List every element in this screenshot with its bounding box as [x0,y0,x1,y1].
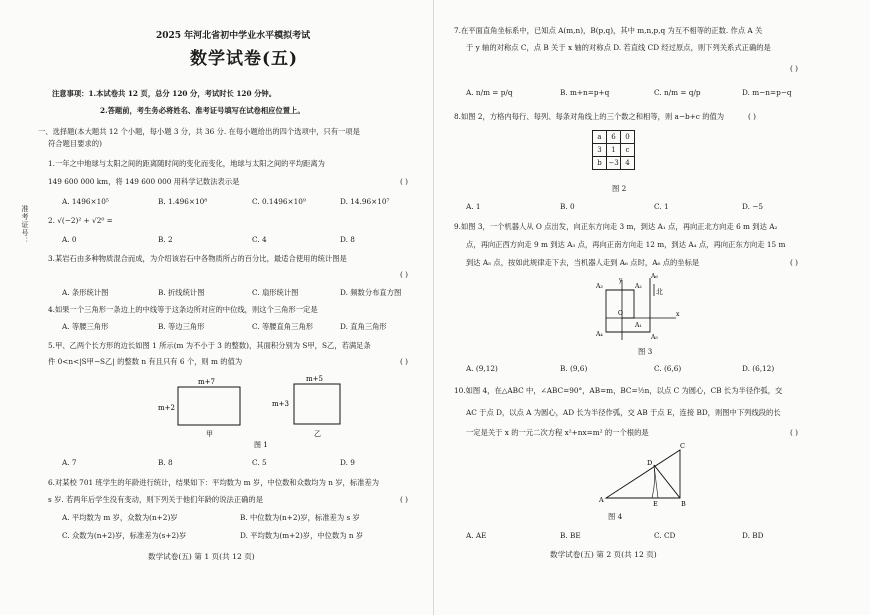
grid-cell: 6 [607,131,621,144]
q9-option-b: B. (9,6) [560,364,588,373]
point-a2-label: A₂ [635,283,642,290]
grid-cell: −3 [607,157,621,170]
q4-option-d: D. 直角三角形 [340,322,387,331]
q8-option-b: B. 0 [560,202,575,211]
q7-option-a: A. n/m = p/q [466,88,513,97]
q1-line-2: 149 600 000 km，将 149 600 000 用科学记数法表示是 [48,177,240,186]
q9-option-a: A. (9,12) [466,364,498,373]
figure-1 [144,372,364,450]
q1-option-c: C. 0.1496×10⁹ [252,197,306,206]
q9-option-c: C. (6,6) [654,364,682,373]
q1-option-b: B. 1.496×10⁸ [158,197,208,206]
q6-option-d: D. 平均数为(m+2)岁，中位数为 n 岁 [240,531,364,540]
q5-option-c: C. 5 [252,458,267,467]
point-a1-label: A₁ [635,322,642,329]
q2-option-d: D. 8 [340,235,355,244]
figure-2-caption: 图 2 [612,184,627,193]
q2-line: 2. √(−2)² + √2⁰ = [48,216,113,225]
magic-square-grid [592,130,635,170]
candidate-number-label: 准考证号： [21,205,29,245]
q7-option-b: B. m+n=p+q [560,88,610,97]
q1-option-d: D. 14.96×10⁷ [340,197,390,206]
q5-option-a: A. 7 [62,458,77,467]
figure-3-caption: 图 3 [638,347,653,356]
q5-line-1: 5.甲、乙两个长方形的边长如图 1 所示(m 为不小于 3 的整数)，其面积分别为 S甲，S乙，若满足条 [48,341,371,350]
point-a-label: A [599,496,604,504]
q10-option-b: B. BE [560,531,581,540]
north-label: 北 [656,288,663,296]
q1-answer-paren: ( ) [400,177,409,186]
q9-line-1: 9.如图 3，一个机器人从 O 点出发，向正东方向走 3 m，到达 A₁ 点，再向正北方向走 6 m 到达 A₂ [454,222,778,231]
grid-row [593,144,635,157]
q4-line: 4.如果一个三角形一条边上的中线等于这条边所对应的中位线，则这个三角形一定是 [48,305,318,314]
rect-yi [294,384,340,424]
q10-line-2: AC 于点 D，以点 A 为圆心，AD 长为半径作弧，交 AB 于点 E，连接 BD，则图中下列线段的长 [466,408,781,417]
q10-option-d: D. BD [742,531,764,540]
rect-jia [178,387,240,425]
y-axis-label: y [619,277,623,284]
grid-row [593,131,635,144]
q7-line-1: 7.在平面直角坐标系中，已知点 A(m,n)，B(p,q)，其中 m,n,p,q 为互不相等的正数. 作点 A 关 [454,26,763,35]
q10-line-1: 10.如图 4，在△ABC 中，∠ABC=90°，AB=m，BC=½n，以点 C 为圆心，CB 长为半径作弧，交 [454,386,783,395]
point-a5-label: A₅ [651,334,658,341]
q5-answer-paren: ( ) [400,357,409,366]
q6-option-c: C. 众数为(n+2)岁，标准差为(s+2)岁 [62,531,187,540]
rect-yi-side-label: m+3 [272,400,289,408]
q2-option-c: C. 4 [252,235,267,244]
q2-option-a: A. 0 [62,235,77,244]
q10-answer-paren: ( ) [790,428,799,437]
notes-line-2: 2.答题前，考生务必将姓名、准考证号填写在试卷相应位置上。 [100,106,305,115]
page-1-footer: 数学试卷(五) 第 1 页(共 12 页) [148,552,255,561]
q3-option-d: D. 频数分布直方图 [340,288,402,297]
notes-line-1: 注意事项：1.本试卷共 12 页，总分 120 分，考试时长 120 分钟。 [52,89,277,98]
q7-answer-paren: ( ) [790,64,799,73]
rect-yi-name: 乙 [314,430,321,438]
q5-line-2: 件 0<n<|S甲−S乙| 的整数 n 有且只有 6 个，则 m 的值为 [48,357,243,366]
q4-option-c: C. 等腰直角三角形 [252,322,314,331]
grid-cell: 3 [593,144,607,157]
figure-4 [596,440,706,510]
q9-answer-paren: ( ) [790,258,799,267]
rect-jia-top-label: m+7 [198,378,215,386]
q6-option-a: A. 平均数为 m 岁，众数为(n+2)岁 [62,513,178,522]
q8-answer-paren: ( ) [748,112,757,121]
q2-option-b: B. 2 [158,235,173,244]
rect-jia-side-label: m+2 [158,404,175,412]
q4-option-a: A. 等腰三角形 [62,322,109,331]
grid-cell: a [593,131,607,144]
origin-label: O [618,310,623,317]
rect-yi-top-label: m+5 [306,375,323,383]
q5-option-b: B. 8 [158,458,173,467]
q8-option-a: A. 1 [466,202,481,211]
grid-row [593,157,635,170]
q10-option-a: A. AE [466,531,487,540]
point-a3-label: A₃ [596,283,603,290]
q3-answer-paren: ( ) [400,270,409,279]
figure-1-caption: 图 1 [254,441,268,449]
q6-answer-paren: ( ) [400,495,409,504]
grid-cell: c [621,144,635,157]
q6-line-2: s 岁. 若两年后学生没有变动，则下列关于他们年龄的说法正确的是 [48,495,264,504]
paper-title: 数学试卷(五) [190,49,299,69]
point-d-label: D [647,459,653,467]
q8-option-c: C. 1 [654,202,669,211]
q5-option-d: D. 9 [340,458,355,467]
exam-title: 2025 年河北省初中学业水平模拟考试 [156,31,311,41]
section-heading-2: 符合题目要求的) [48,139,102,148]
rect-jia-name: 甲 [206,430,213,438]
q8-option-d: D. −5 [742,202,763,211]
q1-option-a: A. 1496×10⁵ [62,197,109,206]
page-divider [433,0,434,615]
q6-option-b: B. 中位数为(n+2)岁，标准差为 s 岁 [240,513,360,522]
page-2-footer: 数学试卷(五) 第 2 页(共 12 页) [550,550,657,559]
grid-cell: 4 [621,157,635,170]
q9-line-2: 点，再向正西方向走 9 m 到达 A₃ 点，再向正南方向走 12 m，到达 A₄ 点，再向正东方向走 15 m [466,240,786,249]
grid-cell: b [593,157,607,170]
q9-line-3: 到达 A₅ 点，按如此规律走下去，当机器人走到 A₆ 点时，A₆ 点的坐标是 [466,258,700,267]
point-c-label: C [680,442,685,450]
point-e-label: E [653,500,658,508]
section-heading-1: 一、选择题(本大题共 12 个小题，每小题 3 分，共 36 分. 在每小题给出的四个选项中，只有一项是 [38,127,360,136]
q10-option-c: C. CD [654,531,676,540]
grid-cell: 0 [621,131,635,144]
q10-line-3: 一定是关于 x 的一元二次方程 x²+nx=m² 的一个根的是 [466,428,649,437]
q9-option-d: D. (6,12) [742,364,775,373]
q6-line-1: 6.对某校 701 班学生的年龄进行统计，结果如下：平均数为 m 岁，中位数和众数均为 n 岁，标准差为 [48,478,380,487]
q3-line: 3.某岩石由多种物质混合而成，为介绍该岩石中各物质所占的百分比，最适合使用的统计图是 [48,254,347,263]
point-a4-label: A₄ [596,331,603,338]
q3-option-b: B. 折线统计图 [158,288,205,297]
q7-option-d: D. m−n=p−q [742,88,792,97]
grid-cell: 1 [607,144,621,157]
q3-option-a: A. 条形统计图 [62,288,109,297]
q7-line-2: 于 y 轴的对称点 C，点 B 关于 x 轴的对称点 D. 若直线 CD 经过原点，则下列关系式正确的是 [466,43,771,52]
figure-4-caption: 图 4 [608,512,623,521]
point-a6-label: A₆ [651,273,658,280]
point-b-label: B [681,500,686,508]
q8-line: 8.如图 2，方格内每行、每列、每条对角线上的三个数之和相等，则 a−b+c 的值为 [454,112,725,121]
q3-option-c: C. 扇形统计图 [252,288,299,297]
q1-line-1: 1.一年之中地球与太阳之间的距离随时间的变化而变化，地球与太阳之间的平均距离为 [48,159,325,168]
q4-option-b: B. 等边三角形 [158,322,205,331]
figure-3 [592,270,692,350]
x-axis-label: x [676,311,680,318]
q7-option-c: C. n/m = q/p [654,88,701,97]
